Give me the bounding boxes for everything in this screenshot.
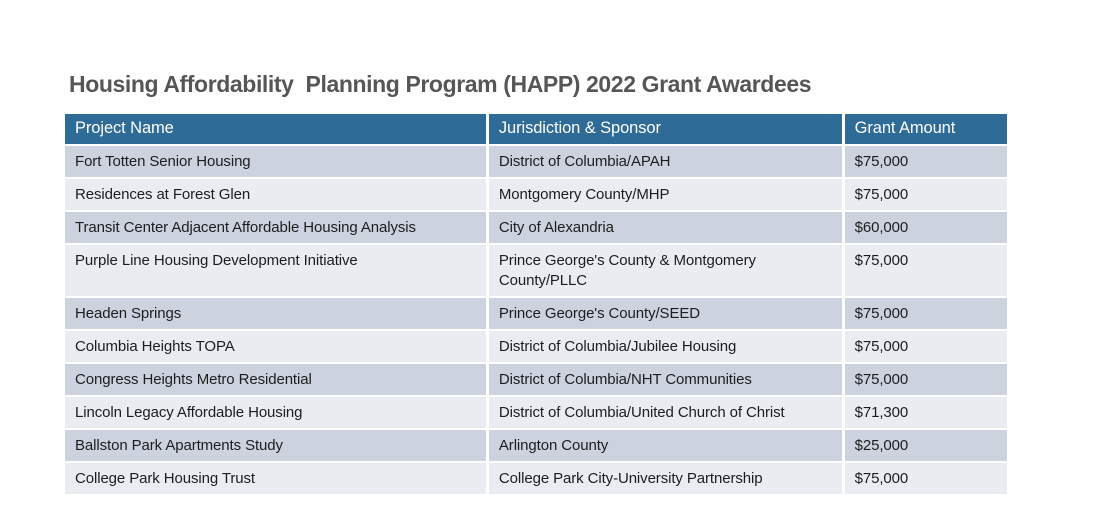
grant-amount-cell: $71,300: [845, 397, 1007, 428]
grant-amount-cell: $25,000: [845, 430, 1007, 461]
grant-amount-cell: $60,000: [845, 212, 1007, 243]
project-name-cell: Purple Line Housing Development Initiative: [65, 245, 486, 296]
table-row: [65, 146, 1007, 177]
grant-amount-cell: $75,000: [845, 179, 1007, 210]
table-row: [65, 397, 1007, 428]
table-row: [65, 463, 1007, 494]
table-row: [65, 331, 1007, 362]
table-row: [65, 212, 1007, 243]
grant-amount-cell: $75,000: [845, 146, 1007, 177]
project-name-cell: College Park Housing Trust: [65, 463, 486, 494]
jurisdiction-cell: District of Columbia/APAH: [489, 146, 842, 177]
grant-amount-cell: $75,000: [845, 331, 1007, 362]
jurisdiction-cell: Montgomery County/MHP: [489, 179, 842, 210]
project-name-cell: Lincoln Legacy Affordable Housing: [65, 397, 486, 428]
table-row: [65, 179, 1007, 210]
grant-amount-cell: $75,000: [845, 463, 1007, 494]
page-title: Housing Affordability Planning Program (HAPP) 2022 Grant Awardees: [69, 71, 812, 98]
table-row: [65, 364, 1007, 395]
column-header-jurisdiction-sponsor: Jurisdiction & Sponsor: [489, 114, 842, 144]
grant-amount-cell: $75,000: [845, 364, 1007, 395]
project-name-cell: Fort Totten Senior Housing: [65, 146, 486, 177]
project-name-cell: Residences at Forest Glen: [65, 179, 486, 210]
table-row: [65, 298, 1007, 329]
jurisdiction-cell: District of Columbia/NHT Communities: [489, 364, 842, 395]
table-row: [65, 245, 1007, 296]
jurisdiction-cell: Prince George's County/SEED: [489, 298, 842, 329]
jurisdiction-cell: Prince George's County & Montgomery County/PLLC: [489, 245, 842, 296]
project-name-cell: Ballston Park Apartments Study: [65, 430, 486, 461]
column-header-grant-amount: Grant Amount: [845, 114, 1007, 144]
table-header-row: [65, 114, 1007, 144]
jurisdiction-cell: District of Columbia/Jubilee Housing: [489, 331, 842, 362]
grant-amount-cell: $75,000: [845, 298, 1007, 329]
project-name-cell: Headen Springs: [65, 298, 486, 329]
column-header-project-name: Project Name: [65, 114, 486, 144]
jurisdiction-cell: College Park City-University Partnership: [489, 463, 842, 494]
grant-amount-cell: $75,000: [845, 245, 1007, 296]
grants-table-body: [65, 146, 1007, 494]
project-name-cell: Congress Heights Metro Residential: [65, 364, 486, 395]
grants-table: [62, 112, 1010, 496]
jurisdiction-cell: Arlington County: [489, 430, 842, 461]
project-name-cell: Columbia Heights TOPA: [65, 331, 486, 362]
project-name-cell: Transit Center Adjacent Affordable Housing Analysis: [65, 212, 486, 243]
jurisdiction-cell: District of Columbia/United Church of Christ: [489, 397, 842, 428]
jurisdiction-cell: City of Alexandria: [489, 212, 842, 243]
table-row: [65, 430, 1007, 461]
